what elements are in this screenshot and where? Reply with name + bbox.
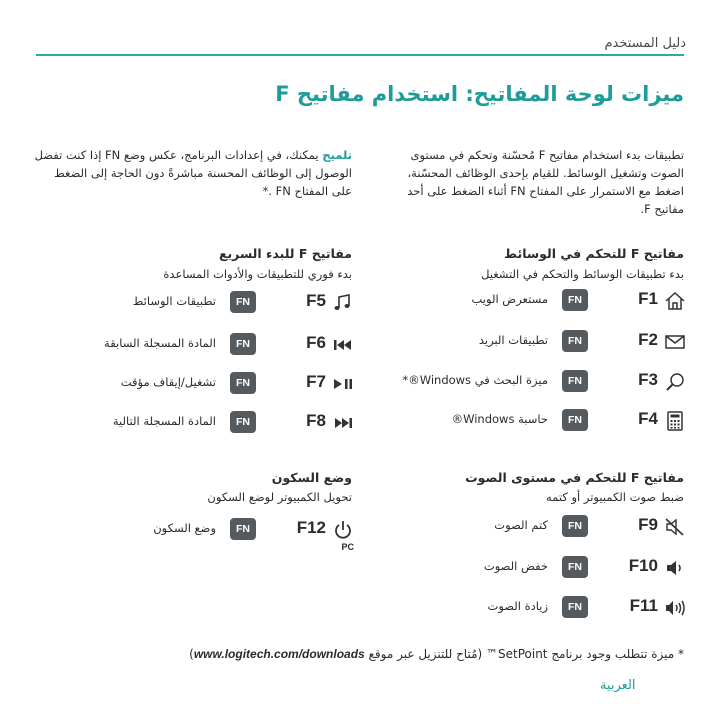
intro-paragraph: تطبيقات بدء استخدام مفاتيح F مُحسّنة وتحكم في مستوى الصوت وتشغيل الوسائط. للقيام بإحدى الوظائف المحسّنة، اضغط مع الاستمرار على المفتاح FN أثناء الضغط على أحد مفاتيح F. bbox=[407, 148, 684, 216]
key-function-label: تشغيل/إيقاف مؤقت bbox=[120, 375, 216, 389]
key-row-f3 bbox=[386, 370, 686, 394]
f-key-label: F9 bbox=[638, 515, 658, 534]
header-divider bbox=[36, 54, 684, 56]
media-section-subtitle: بدء تطبيقات الوسائط والتحكم في التشغيل bbox=[481, 267, 684, 281]
f-key-label: F5 bbox=[306, 291, 326, 310]
key-function-label: حاسبة Windows® bbox=[451, 412, 548, 426]
volume-section-subtitle: ضبط صوت الكمبيوتر أو كتمه bbox=[546, 490, 684, 504]
fn-key-badge: FN bbox=[230, 518, 256, 540]
volume-down-icon bbox=[664, 558, 686, 578]
key-row-f6 bbox=[54, 333, 354, 357]
key-row-f10 bbox=[386, 556, 686, 580]
fn-key-badge: FN bbox=[562, 515, 588, 537]
fn-key-badge: FN bbox=[230, 411, 256, 433]
footnote bbox=[189, 647, 684, 661]
key-function-label: زيادة الصوت bbox=[487, 599, 548, 613]
guide-label: دليل المستخدم bbox=[604, 36, 686, 51]
mail-icon bbox=[664, 332, 686, 352]
fn-key-badge: FN bbox=[230, 372, 256, 394]
volume-section-title: مفاتيح F للتحكم في مستوى الصوت bbox=[465, 470, 684, 485]
quick-section-subtitle: بدء فوري للتطبيقات والأدوات المساعدة bbox=[163, 267, 352, 281]
f-key-label: F3 bbox=[638, 370, 658, 389]
home-icon bbox=[664, 291, 686, 311]
language-label: العربية bbox=[600, 678, 636, 693]
f-key-label: F7 bbox=[306, 372, 326, 391]
tip-label: تلميح bbox=[322, 148, 352, 162]
key-function-label: المادة المسجلة التالية bbox=[112, 414, 216, 428]
f-key-label: F10 bbox=[628, 556, 658, 575]
tip-text: يمكنك، في إعدادات البرنامج، عكس وضع FN إذا كنت تفضل الوصول إلى الوظائف المحسنة مباشرةً دون الحاجة إلى الضغط على المفتاح FN .* bbox=[34, 148, 352, 198]
fn-key-badge: FN bbox=[562, 289, 588, 311]
mute-icon bbox=[664, 517, 686, 537]
key-function-label: تطبيقات الوسائط bbox=[132, 294, 216, 308]
volume-up-icon bbox=[664, 598, 686, 618]
previous-track-icon bbox=[332, 335, 354, 355]
quick-section-title: مفاتيح F للبدء السريع bbox=[218, 246, 352, 261]
key-row-f2 bbox=[386, 330, 686, 354]
pc-label: PC bbox=[341, 542, 354, 552]
fn-key-badge: FN bbox=[230, 291, 256, 313]
key-row-f1 bbox=[386, 289, 686, 313]
footnote-close: ) bbox=[189, 647, 194, 661]
footnote-text: * ميزة تتطلب وجود برنامج SetPoint™ (مُتاح للتنزيل عبر موقع bbox=[368, 647, 684, 661]
f-key-label: F8 bbox=[306, 411, 326, 430]
key-row-f7 bbox=[54, 372, 354, 396]
sleep-section-title: وضع السكون bbox=[271, 470, 352, 485]
page-title: ميزات لوحة المفاتيح: استخدام مفاتيح F bbox=[275, 82, 684, 106]
key-row-f11 bbox=[386, 596, 686, 620]
fn-key-badge: FN bbox=[562, 409, 588, 431]
f-key-label: F12 bbox=[296, 518, 326, 537]
key-row-f4 bbox=[386, 409, 686, 433]
calculator-icon bbox=[664, 411, 686, 431]
sleep-section-subtitle: تحويل الكمبيوتر لوضع السكون bbox=[207, 490, 352, 504]
search-icon bbox=[664, 372, 686, 392]
fn-key-badge: FN bbox=[562, 370, 588, 392]
fn-key-badge: FN bbox=[562, 556, 588, 578]
f-key-label: F1 bbox=[638, 289, 658, 308]
download-url: www.logitech.com/downloads bbox=[193, 647, 365, 661]
power-icon bbox=[332, 520, 354, 540]
key-function-label: المادة المسجلة السابقة bbox=[104, 336, 216, 350]
key-function-label: كتم الصوت bbox=[494, 518, 548, 532]
key-row-f8 bbox=[54, 411, 354, 435]
key-row-f5 bbox=[54, 291, 354, 315]
fn-key-badge: FN bbox=[562, 330, 588, 352]
fn-key-badge: FN bbox=[230, 333, 256, 355]
f-key-label: F4 bbox=[638, 409, 658, 428]
play-pause-icon bbox=[332, 374, 354, 394]
key-function-label: تطبيقات البريد bbox=[478, 333, 548, 347]
key-function-label: مستعرض الويب bbox=[471, 292, 548, 306]
key-row-f12 bbox=[54, 518, 354, 554]
tip-paragraph bbox=[32, 146, 352, 200]
f-key-label: F2 bbox=[638, 330, 658, 349]
key-function-label: خفض الصوت bbox=[483, 559, 548, 573]
key-row-f9 bbox=[386, 515, 686, 539]
f-key-label: F6 bbox=[306, 333, 326, 352]
media-section-title: مفاتيح F للتحكم في الوسائط bbox=[504, 246, 684, 261]
next-track-icon bbox=[332, 413, 354, 433]
fn-key-badge: FN bbox=[562, 596, 588, 618]
music-note-icon bbox=[332, 293, 354, 313]
f-key-label: F11 bbox=[629, 596, 658, 615]
key-function-label: ميزة البحث في Windows®* bbox=[402, 373, 548, 387]
key-function-label: وضع السكون bbox=[153, 521, 216, 535]
